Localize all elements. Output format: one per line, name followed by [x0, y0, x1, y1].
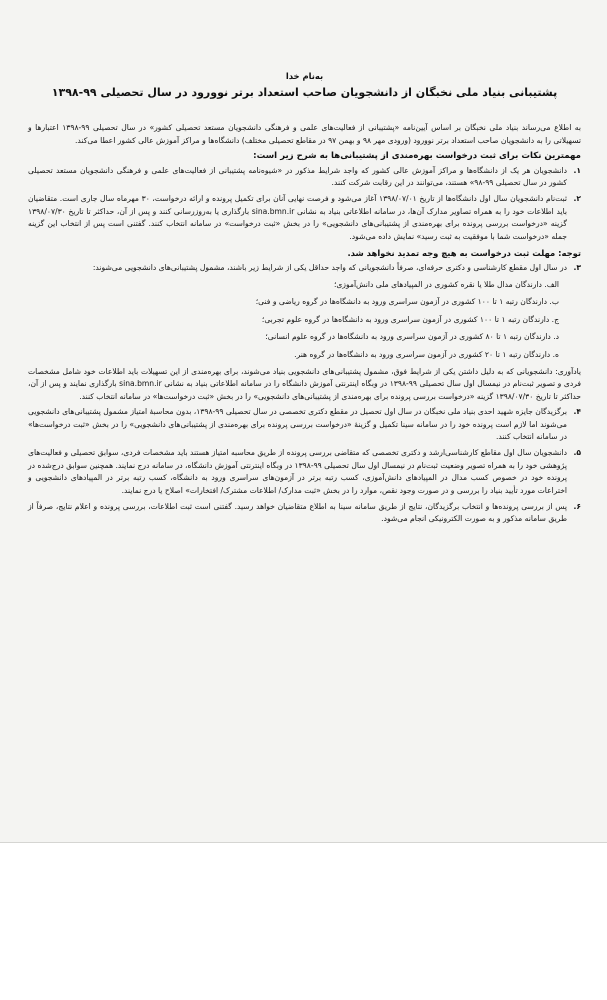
- item-number: ۲.: [573, 194, 581, 204]
- list-item: [28, 193, 581, 243]
- deadline-note: توجه: مهلت ثبت درخواست به هیچ وجه تمدید نخواهد شد.: [347, 248, 581, 259]
- condition-line: د. دارندگان رتبه ۱ تا ۸۰ کشوری در آزمون سراسری ورود به دانشگاه‌ها در گروه علوم انسانی؛: [265, 332, 559, 342]
- item-number: ۵.: [573, 448, 581, 458]
- document-body: [28, 70, 581, 530]
- item-number: ۶.: [573, 501, 581, 511]
- list-item: [28, 165, 581, 190]
- condition-line: ج. دارندگان رتبه ۱ تا ۱۰۰ کشوری در آزمون سراسری ورود به دانشگاه‌ها در گروه علوم تجربی؛: [261, 314, 559, 324]
- basmala: به‌نام خدا: [285, 71, 324, 81]
- item-text: دانشجویان هر یک از دانشگاه‌ها و مراکز آموزش عالی کشور که واجد شرایط مذکور در «شیوه‌نامه پشتیبانی از فعالیت‌های علمی و فرهنگی دانشجویان مستعد تحصیلی کشور در سال تحصیلی ۹۹-۹۸» هستند، می‌توانند در این رقابت شرکت کنند.: [28, 165, 567, 188]
- condition-line: ه. دارندگان رتبه ۱ تا ۲۰ کشوری در آزمون سراسری ورود به دانشگاه‌ها در گروه هنر.: [294, 349, 559, 359]
- document-title: پشتیبانی بنیاد ملی نخبگان از دانشجویان صاحب استعداد برتر نوورود در سال تحصیلی ۹۹-۱۳۹۸: [51, 86, 558, 100]
- item-text: ثبت‌نام دانشجویان سال اول دانشگاه‌ها از تاریخ ۱۳۹۸/۰۷/۰۱ آغاز می‌شود و فرصت نهایی آنان برای تکمیل پرونده و ارائه درخواست، ۳۰ مهرماه سال جاری است. متقاضیان باید اطلاعات خود را به همراه تصاویر مدارک آن‌ها، در سامانه اطلاعاتی بنیاد به نشانی sina.bmn.ir بارگذاری یا به‌روزرسانی کنند و پس از آن، حداکثر تا تاریخ ۱۳۹۸/۰۷/۳۰ گزینه «درخواست بررسی پرونده برای بهره‌مندی از پشتیبانی‌های دانشجویی» را در بخش «ثبت درخواست» در سامانه انتخاب کنند. گفتنی است پس از انتخاب این گزینه جمله «درخواست شما با موفقیت به ثبت رسید» نمایش داده می‌شود.: [28, 194, 567, 241]
- item-number: ۳.: [573, 263, 581, 273]
- item-number: ۴.: [573, 407, 581, 417]
- reminder-paragraph: یادآوری: دانشجویانی که به دلیل داشتن یکی از شرایط فوق، مشمول پشتیبانی‌های دانشجویی بنیاد می‌شوند، برای بهره‌مندی از این تسهیلات باید اطلاعات خود شامل مشخصات فردی و تصویر ثبت‌نام در نیمسال اول سال تحصیلی ۹۹-۱۳۹۸ در وبگاه اینترنتی آموزش دانشگاه را در سامانه اطلاعاتی بنیاد به نشانی sina.bmn.ir بارگذاری نمایند و پس از آن، حداکثر تا تاریخ ۱۳۹۸/۰۷/۳۰ گزینه «درخواست بررسی پرونده برای بهره‌مندی از پشتیبانی‌های دانشجویی» را در بخش «ثبت درخواست‌ها» در سامانه انتخاب کنند.: [28, 366, 582, 401]
- list-item: [28, 501, 581, 526]
- item-text: پس از بررسی پرونده‌ها و انتخاب برگزیدگان، نتایج از طریق سامانه سینا به اطلاع متقاضیان خواهد رسید. گفتنی است ثبت اطلاعات، بررسی پرونده و اعلام نتایج، صرفاً از طریق سامانه مذکور و به صورت الکترونیکی انجام می‌شود.: [28, 501, 567, 524]
- intro-paragraph: به اطلاع می‌رساند بنیاد ملی نخبگان بر اساس آیین‌نامه «پشتیبانی از فعالیت‌های علمی و فرهنگی دانشجویان مستعد تحصیلی کشور» در سال تحصیلی ۹۹-۱۳۹۸ اعتبارها و تسهیلاتی را به دانشجویان صاحب استعداد برتر نوورود (ورودی مهر ۹۸ و بهمن ۹۷ در مقاطع تحصیلی مختلف) دانشگاه‌ها و مراکز آموزش عالی کشور اعطا می‌کند.: [28, 123, 581, 145]
- item-number: ۱.: [573, 165, 581, 175]
- condition-line: الف. دارندگان مدال طلا یا نقره کشوری در المپیادهای ملی دانش‌آموزی؛: [333, 279, 559, 289]
- list-item: [28, 447, 581, 497]
- section-heading: مهمترین نکات برای ثبت درخواست بهره‌مندی از پشتیبانی‌ها به شرح زیر است:: [253, 151, 581, 162]
- item-text: دانشجویان سال اول مقاطع کارشناسی‌ارشد و دکتری تخصصی که متقاضی بررسی پرونده از طریق محاسبه امتیاز هستند باید مشخصات فردی، سوابق تحصیلی و فعالیت‌های پژوهشی خود را به همراه تصویر وضعیت ثبت‌نام در نیمسال اول سال تحصیلی ۹۹-۱۳۹۸ در وبگاه اینترنتی آموزش دانشگاه، در سامانه درج نمایند. همچنین سوابق درج‌شده در پرونده خود در خصوص کسب مدال در المپیادهای دانش‌آموزی، کسب رتبه برتر در آزمون‌های سراسری ورود به دانشگاه، کسب رتبه برتر در المپیادهای دانشجویی و اختراعات مورد تأیید بنیاد را بررسی و در صورت وجود نقص، موارد را در بخش «ثبت مدارک/ اطلاعات مشترک/ افتخارات» اصلاح یا درج نمایند.: [28, 448, 567, 495]
- condition-line: ب. دارندگان رتبه ۱ تا ۱۰۰ کشوری در آزمون سراسری ورود به دانشگاه‌ها در گروه ریاضی و فنی؛: [255, 297, 559, 307]
- list-item: [28, 406, 581, 443]
- item-text: در سال اول مقطع کارشناسی و دکتری حرفه‌ای، صرفاً دانشجویانی که واجد حداقل یکی از شرایط زیر باشند، مشمول پشتیبانی‌های دانشجویی می‌شوند:: [92, 263, 567, 273]
- item-text: برگزیدگان جایزه شهید احدی بنیاد ملی نخبگان در سال اول تحصیل در مقطع دکتری تخصصی در سال تحصیلی ۹۹-۱۳۹۸، بدون محاسبهٔ امتیاز مشمول پشتیبانی‌های دانشجویی می‌شوند اما لازم است پرونده خود را در سامانه سینا تکمیل و گزینهٔ «درخواست بررسی پرونده برای بهره‌مندی از پشتیبانی‌های دانشجویی» را در بخش «ثبت درخواست‌ها» در سامانه انتخاب کنند.: [28, 407, 567, 441]
- scanner-background: [0, 843, 607, 1000]
- list-item: [28, 262, 581, 274]
